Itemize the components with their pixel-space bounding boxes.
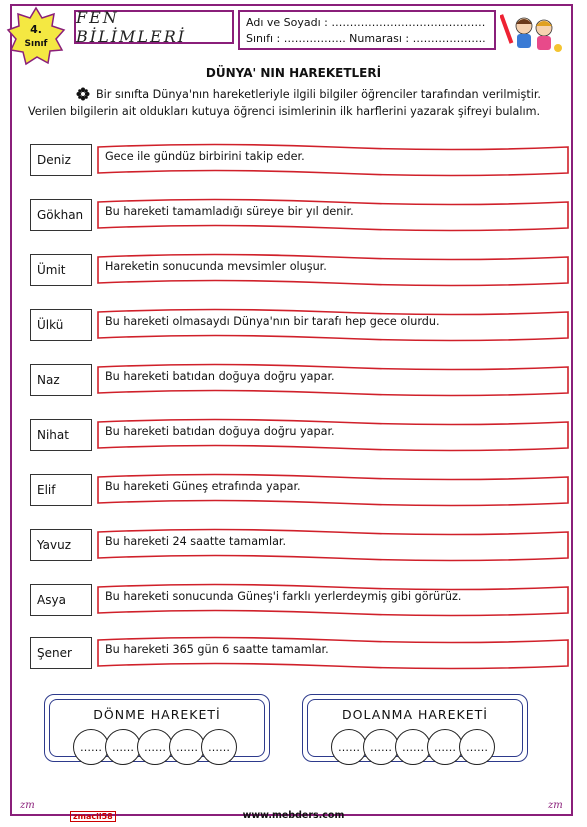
answer-circle[interactable]: …… xyxy=(459,729,495,765)
statement-text: Bu hareketi batıdan doğuya doğru yapar. xyxy=(105,370,335,383)
student-name: Gökhan xyxy=(30,199,92,231)
statement-row xyxy=(30,581,550,619)
answer-circle[interactable]: …… xyxy=(427,729,463,765)
statement-text: Bu hareketi batıdan doğuya doğru yapar. xyxy=(105,425,335,438)
instructions xyxy=(28,86,558,120)
rotation-label: DÖNME HAREKETİ xyxy=(93,707,221,722)
answer-circle[interactable]: …… xyxy=(169,729,205,765)
class-number-line[interactable]: Sınıfı : …………….. Numarası : ……………….. xyxy=(246,32,486,45)
revolution-answer-circles xyxy=(303,729,527,765)
grade-badge xyxy=(6,6,66,66)
rotation-answer-circles xyxy=(45,729,269,765)
statement-text: Hareketin sonucunda mevsimler oluşur. xyxy=(105,260,327,273)
revolution-answer-box xyxy=(302,694,528,762)
answer-circle[interactable]: …… xyxy=(331,729,367,765)
footer-tag: zmacil58 xyxy=(70,811,116,822)
answer-circle[interactable]: …… xyxy=(137,729,173,765)
answer-circle[interactable]: …… xyxy=(73,729,109,765)
intro-line-2: Verilen bilgilerin ait oldukları kutuya öğrenci isimlerinin ilk harflerini yazarak şifreyi bulalım. xyxy=(28,105,541,118)
rotation-answer-box xyxy=(44,694,270,762)
statement-banner xyxy=(96,634,570,672)
subject-title: FEN BİLİMLERİ xyxy=(74,10,234,44)
student-name: Deniz xyxy=(30,144,92,176)
statement-banner xyxy=(96,361,570,399)
page-title: DÜNYA' NIN HAREKETLERİ xyxy=(205,66,382,80)
statement-banner xyxy=(96,196,570,234)
statement-row xyxy=(30,416,550,454)
statement-row xyxy=(30,471,550,509)
answer-circle[interactable]: …… xyxy=(395,729,431,765)
intro-line-1: Bir sınıfta Dünya'nın hareketleriyle ilgili bilgiler öğrenciler tarafından verilmiştir. xyxy=(96,88,541,101)
statement-row xyxy=(30,526,550,564)
answer-circle[interactable]: …… xyxy=(363,729,399,765)
statement-banner xyxy=(96,416,570,454)
statement-banner xyxy=(96,251,570,289)
statement-row xyxy=(30,361,550,399)
statement-text: Bu hareketi Güneş etrafında yapar. xyxy=(105,480,301,493)
statement-row xyxy=(30,306,550,344)
student-name: Naz xyxy=(30,364,92,396)
statement-row xyxy=(30,251,550,289)
student-name: Şener xyxy=(30,637,92,669)
student-name: Elif xyxy=(30,474,92,506)
statement-text: Bu hareketi olmasaydı Dünya'nın bir tarafı hep gece olurdu. xyxy=(105,315,440,328)
footer-logo-right: zm xyxy=(548,800,563,811)
answer-circle[interactable]: …… xyxy=(201,729,237,765)
children-illustration-icon xyxy=(500,8,566,56)
statement-banner xyxy=(96,526,570,564)
grade-number: 4. xyxy=(30,23,42,36)
footer-website[interactable]: www.mebders.com xyxy=(242,810,345,821)
statement-banner xyxy=(96,306,570,344)
statement-row xyxy=(30,634,550,672)
student-name: Nihat xyxy=(30,419,92,451)
grade-word: Sınıf xyxy=(24,39,48,49)
student-name: Asya xyxy=(30,584,92,616)
student-name: Ümit xyxy=(30,254,92,286)
footer-logo-left: zm xyxy=(20,800,35,811)
badge-star-icon xyxy=(8,8,64,64)
statement-row xyxy=(30,196,550,234)
answer-circle[interactable]: …… xyxy=(105,729,141,765)
statement-text: Bu hareketi 365 gün 6 saatte tamamlar. xyxy=(105,643,329,656)
statement-banner xyxy=(96,581,570,619)
statement-text: Bu hareketi 24 saatte tamamlar. xyxy=(105,535,287,548)
statement-text: Bu hareketi sonucunda Güneş'i farklı yerlerdeymiş gibi görürüz. xyxy=(105,590,462,603)
name-line[interactable]: Adı ve Soyadı : …………………………………… xyxy=(246,16,486,29)
flower-icon xyxy=(76,87,90,101)
statement-banner xyxy=(96,471,570,509)
student-name: Ülkü xyxy=(30,309,92,341)
statement-text: Gece ile gündüz birbirini takip eder. xyxy=(105,150,305,163)
student-name: Yavuz xyxy=(30,529,92,561)
statement-banner xyxy=(96,141,570,179)
statement-text: Bu hareketi tamamladığı süreye bir yıl denir. xyxy=(105,205,354,218)
statement-row xyxy=(30,141,550,179)
revolution-label: DOLANMA HAREKETİ xyxy=(342,707,488,722)
student-info-box xyxy=(238,10,496,50)
